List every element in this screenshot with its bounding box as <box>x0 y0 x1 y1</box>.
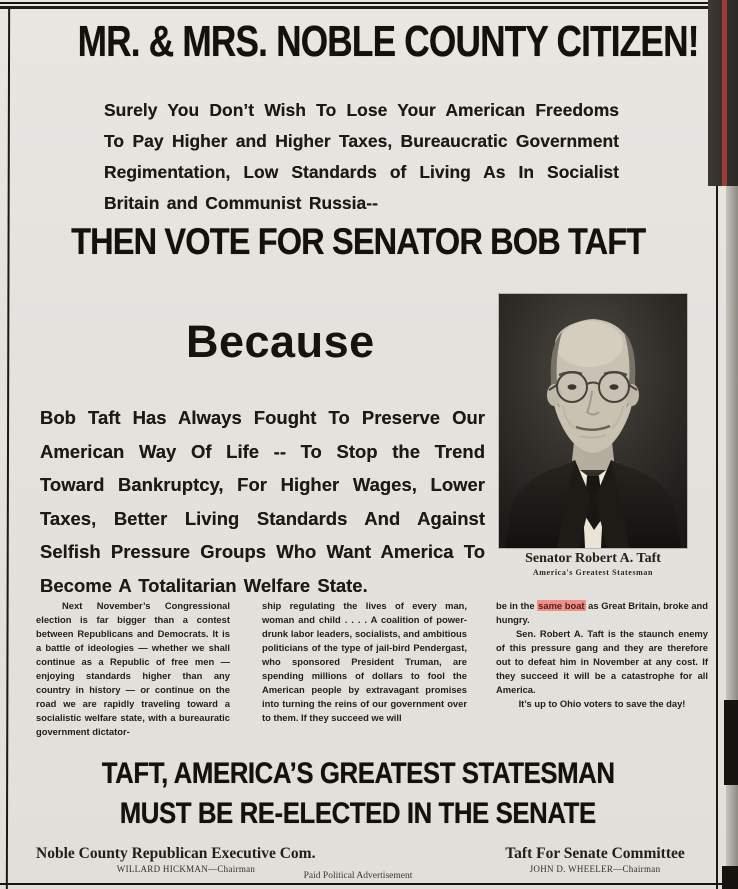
body-col1-paragraph: Next November’s Congressional election is far bigger than a contest between Republicans and Democrats. It is a battle of ideologies — whether we shall continue as a Republic of free men — enjoying standards higher than any country in history — or continue on the road we are rapidly traveling toward a socialistic welfare state, with a bureauratic government dictator- <box>36 600 230 737</box>
closing-headline-line2: MUST BE RE-ELECTED IN THE SENATE <box>119 797 596 830</box>
footer-right-committee <box>490 845 700 874</box>
footer-right-org: Taft For Senate Committee <box>505 845 685 862</box>
body-col2-paragraph: ship regulating the lives of every man, woman and child . . . . A coalition of power-drunk labor leaders, socialists, and ambitious politicians of the type of jail-bird Pendergast, who sponsored President Truman, are spending millions of dollars to fool the American people by extravagant promises into turning the reins of our government over to them. If they succeed we will <box>262 600 467 723</box>
closing-headline-line1: TAFT, AMERICA’S GREATEST STATESMAN <box>101 757 615 790</box>
col3-text-pre: be in the <box>496 600 538 611</box>
paid-advertisement-note: Paid Political Advertisement <box>303 871 413 881</box>
col3-text-post: as Great Britain, broke and hungry. <box>496 600 708 625</box>
portrait-photo <box>499 294 687 548</box>
vote-headline <box>0 221 716 263</box>
because-heading: Because <box>186 316 375 367</box>
portrait-illustration <box>499 294 687 548</box>
body-col3-paragraph-2: Sen. Robert A. Taft is the staunch enemy of this pressure gang and they are therefore out to defeat him in November at any cost. If they succeed it will be a catastrophe for all America. <box>496 628 708 695</box>
footer-right-chairman: JOHN D. WHEELER—Chairman <box>529 864 661 874</box>
scan-edge-black-patch <box>724 700 738 785</box>
body-col3-paragraph-3: It’s up to Ohio voters to save the day! <box>518 698 686 709</box>
photo-caption: Senator Robert A. Taft <box>525 551 661 566</box>
body-col3-paragraph-1 <box>496 599 708 627</box>
closing-headline <box>0 754 716 834</box>
top-border-rule-inner <box>0 6 738 9</box>
bottom-border-rule <box>0 883 722 885</box>
footer-left-committee <box>36 845 336 874</box>
footer-left-chairman: WILLARD HICKMAN—Chairman <box>116 864 256 874</box>
main-headline-text: MR. & MRS. NOBLE COUNTY CITIZEN! <box>77 17 699 66</box>
photo-subcaption: America's Greatest Statesman <box>532 568 654 577</box>
intro-paragraph: Surely You Don’t Wish To Lose Your American Freedoms To Pay Higher and Higher Taxes, Bureaucratic Government Regimentation, Low Standards of Living As In Socialist Britain and Communist Russia-- <box>104 100 619 213</box>
vote-headline-text: THEN VOTE FOR SENATOR BOB TAFT <box>70 221 646 262</box>
body-column-3 <box>496 599 708 711</box>
body-column-1 <box>36 599 230 739</box>
body-column-2 <box>262 599 467 725</box>
search-highlight: same boat <box>538 600 585 611</box>
main-headline <box>0 16 716 69</box>
scan-edge-black-patch-bottom <box>722 866 738 889</box>
footer-left-org: Noble County Republican Executive Com. <box>36 845 316 862</box>
scan-edge-red-line <box>722 0 727 186</box>
because-paragraph: Bob Taft Has Always Fought To Preserve Our American Way Of Life -- To Stop the Trend Toward Bankruptcy, For Higher Wages, Lower Taxes, Better Living Standards And Against Selfish Pressure Groups Who Want America To Become A Totalitarian Welfare State. <box>40 407 485 596</box>
top-border-rule <box>0 2 738 4</box>
